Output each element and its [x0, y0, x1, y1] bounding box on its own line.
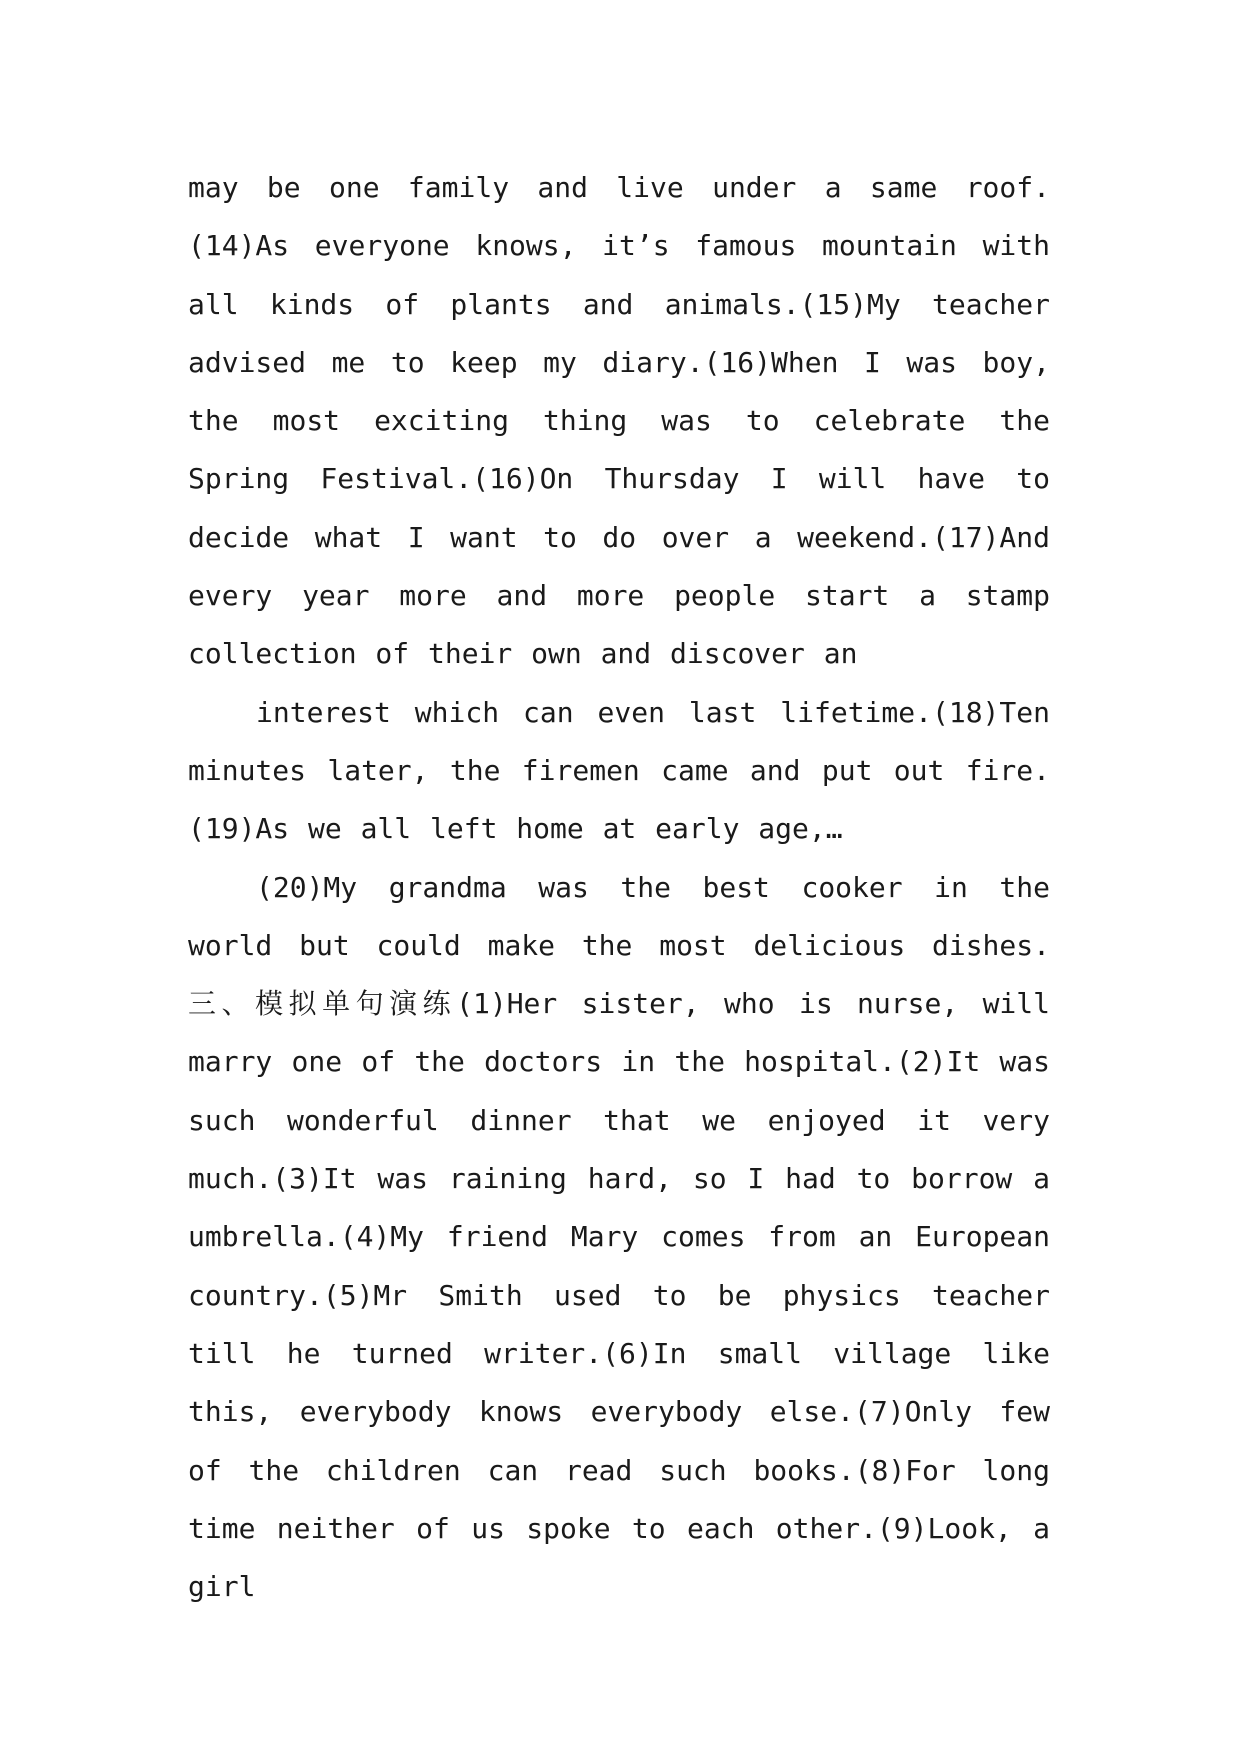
paragraph-2: interest which can even last lifetime.(18)Ten minutes later, the firemen came and put out fire.(19)As we all left home at early age,…: [188, 695, 1050, 846]
paragraph-1: may be one family and live under a same roof.(14)As everyone knows, it’s famous mountain with all kinds of plants and animals.(15)My teacher advised me to keep my diary.(16)When I was boy, the most exciting thing was to celebrate the Spring Festival.(16)On Thursday I will have to decide what I want to do over a weekend.(17)And every year more and more people start a stamp collection of their own and discover an: [188, 171, 1050, 671]
document-body: [188, 159, 1050, 1616]
paragraph-3: (20)My grandma was the best cooker in the world but could make the most delicious dishes.三、模拟单句演练(1)Her sister, who is nurse, will marry one of the doctors in the hospital.(2)It was such wonderful dinner that we enjoyed it very much.(3)It was raining hard, so I had to borrow a umbrella.(4)My friend Mary comes from an European country.(5)Mr Smith used to be physics teacher till he turned writer.(6)In small village like this, everybody knows everybody else.(7)Only few of the children can read such books.(8)For long time neither of us spoke to each other.(9)Look, a girl: [188, 870, 1050, 1604]
